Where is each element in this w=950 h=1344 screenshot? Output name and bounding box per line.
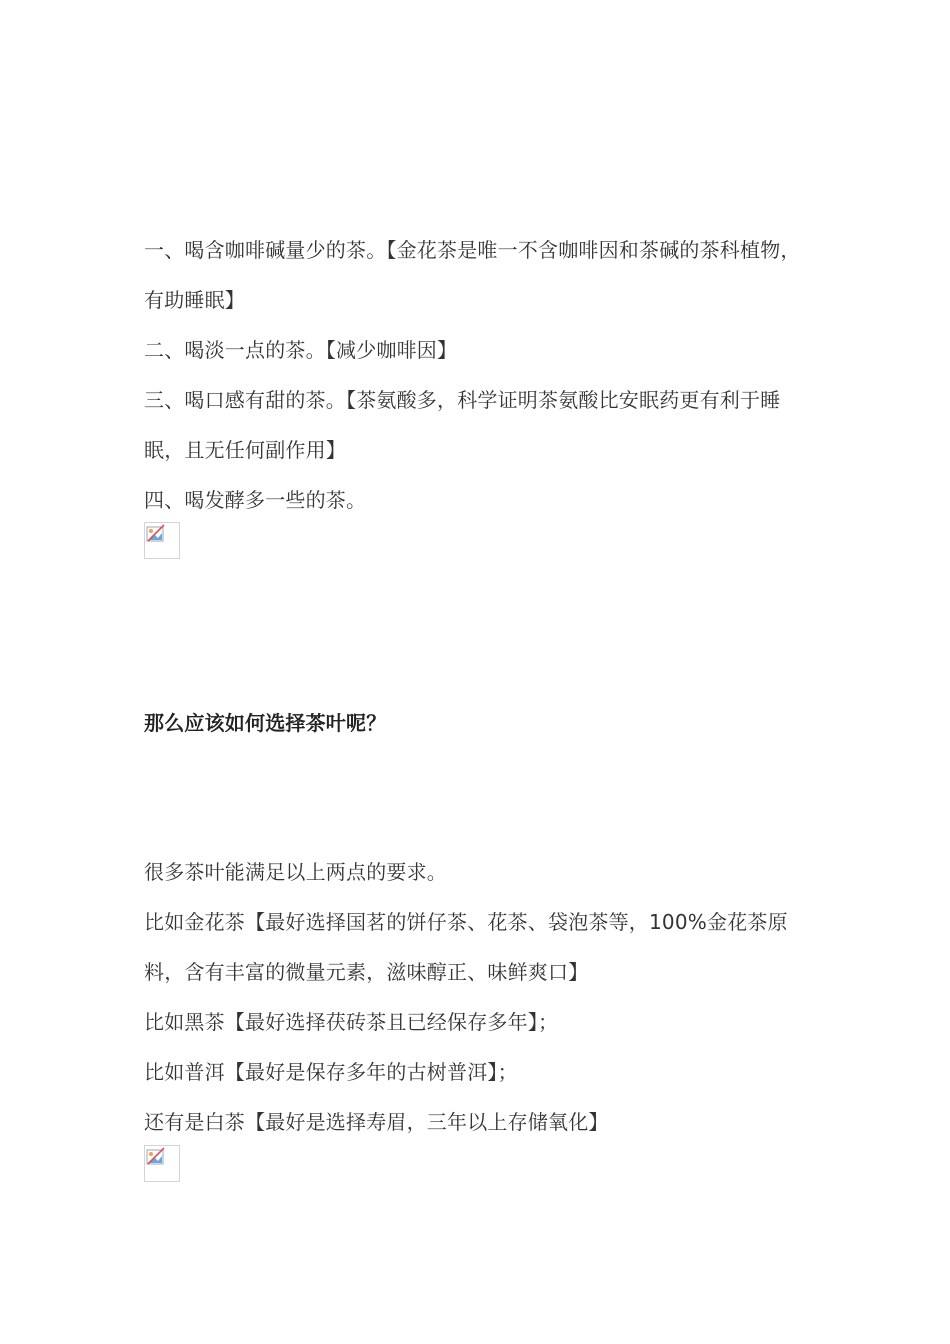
section-heading: 那么应该如何选择茶叶呢？ — [144, 711, 387, 735]
paragraph-line: 一、喝含咖啡碱量少的茶。【金花茶是唯一不含咖啡因和茶碱的茶科植物， — [144, 238, 801, 262]
broken-image-glyph — [146, 1147, 166, 1167]
paragraph-line: 二、喝淡一点的茶。【减少咖啡因】 — [144, 338, 458, 362]
broken-image-icon — [144, 1145, 180, 1182]
paragraph-line: 四、喝发酵多一些的茶。 — [144, 488, 367, 512]
broken-image-glyph — [146, 524, 166, 544]
paragraph-line: 三、喝口感有甜的茶。【茶氨酸多，科学证明茶氨酸比安眠药更有利于睡 — [144, 388, 781, 412]
paragraph-line: 比如普洱【最好是保存多年的古树普洱】； — [144, 1060, 518, 1084]
paragraph-line: 很多茶叶能满足以上两点的要求。 — [144, 860, 447, 884]
paragraph-line: 还有是白茶【最好是选择寿眉，三年以上存储氧化】 — [144, 1110, 609, 1134]
paragraph-line: 眠，且无任何副作用】 — [144, 438, 346, 462]
broken-image-icon — [144, 522, 180, 559]
paragraph-line: 料，含有丰富的微量元素，滋味醇正、味鲜爽口】 — [144, 960, 589, 984]
paragraph-line: 比如黑茶【最好选择茯砖茶且已经保存多年】； — [144, 1010, 559, 1034]
paragraph-line: 比如金花茶【最好选择国茗的饼仔茶、花茶、袋泡茶等，100%金花茶原 — [144, 910, 788, 934]
paragraph-line: 有助睡眠】 — [144, 288, 245, 312]
